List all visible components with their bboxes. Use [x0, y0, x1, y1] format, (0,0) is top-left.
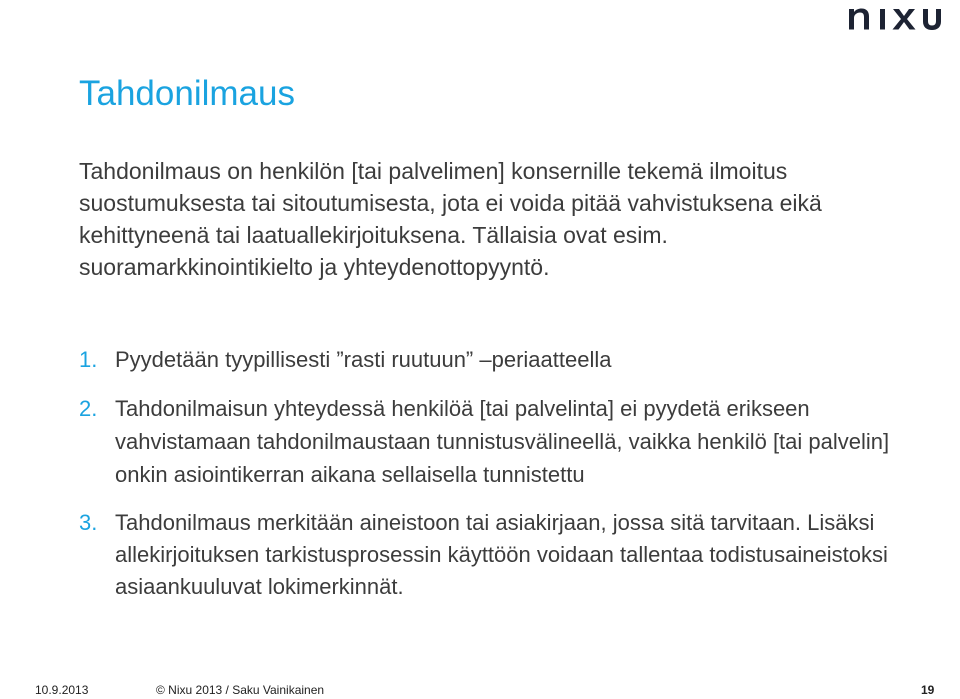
list-item-number: 1.	[79, 347, 98, 372]
list-item-text: Tahdonilmaisun yhteydessä henkilöä [tai palvelinta] ei pyydetä erikseen vahvistamaan tahdonilmaustaan tunnistusvälineellä, vaikka henkilö [tai palvelin] onkin asiointikerran aikana sellaisella tunnistettu	[115, 396, 890, 487]
page-number: 19	[921, 683, 935, 697]
list-item-number: 2.	[79, 396, 98, 421]
footer-date: 10.9.2013	[35, 683, 89, 697]
intro-paragraph: Tahdonilmaus on henkilön [tai palvelimen] konsernille tekemä ilmoitus suostumuksesta tai sitoutumisesta, jota ei voida pitää vahvistuksena eikä kehittyneenä tai laatuallekirjoituksena. Tällaisia ovat esim. suoramarkkinointikielto ja yhteydenottopyyntö.	[79, 158, 822, 280]
nixu-logo-icon	[838, 0, 958, 36]
numbered-list	[79, 344, 939, 603]
list-item-number: 3.	[79, 510, 98, 535]
list-item	[79, 392, 939, 491]
footer-copyright: © Nixu 2013 / Saku Vainikainen	[156, 683, 325, 697]
nixu-logo	[838, 0, 958, 36]
list-item-text: Pyydetään tyypillisesti ”rasti ruutuun” –periaatteella	[115, 347, 612, 372]
slide-title: Tahdonilmaus	[79, 74, 295, 113]
list-item	[79, 344, 939, 376]
list-item-text: Tahdonilmaus merkitään aineistoon tai asiakirjaan, jossa sitä tarvitaan. Lisäksi allekirjoituksen tarkistusprosessin käyttöön voidaan tallentaa todistusaineistoksi asiaankuuluvat lokimerkinnät.	[115, 510, 888, 599]
slide-footer	[0, 680, 960, 699]
list-item	[79, 507, 939, 603]
